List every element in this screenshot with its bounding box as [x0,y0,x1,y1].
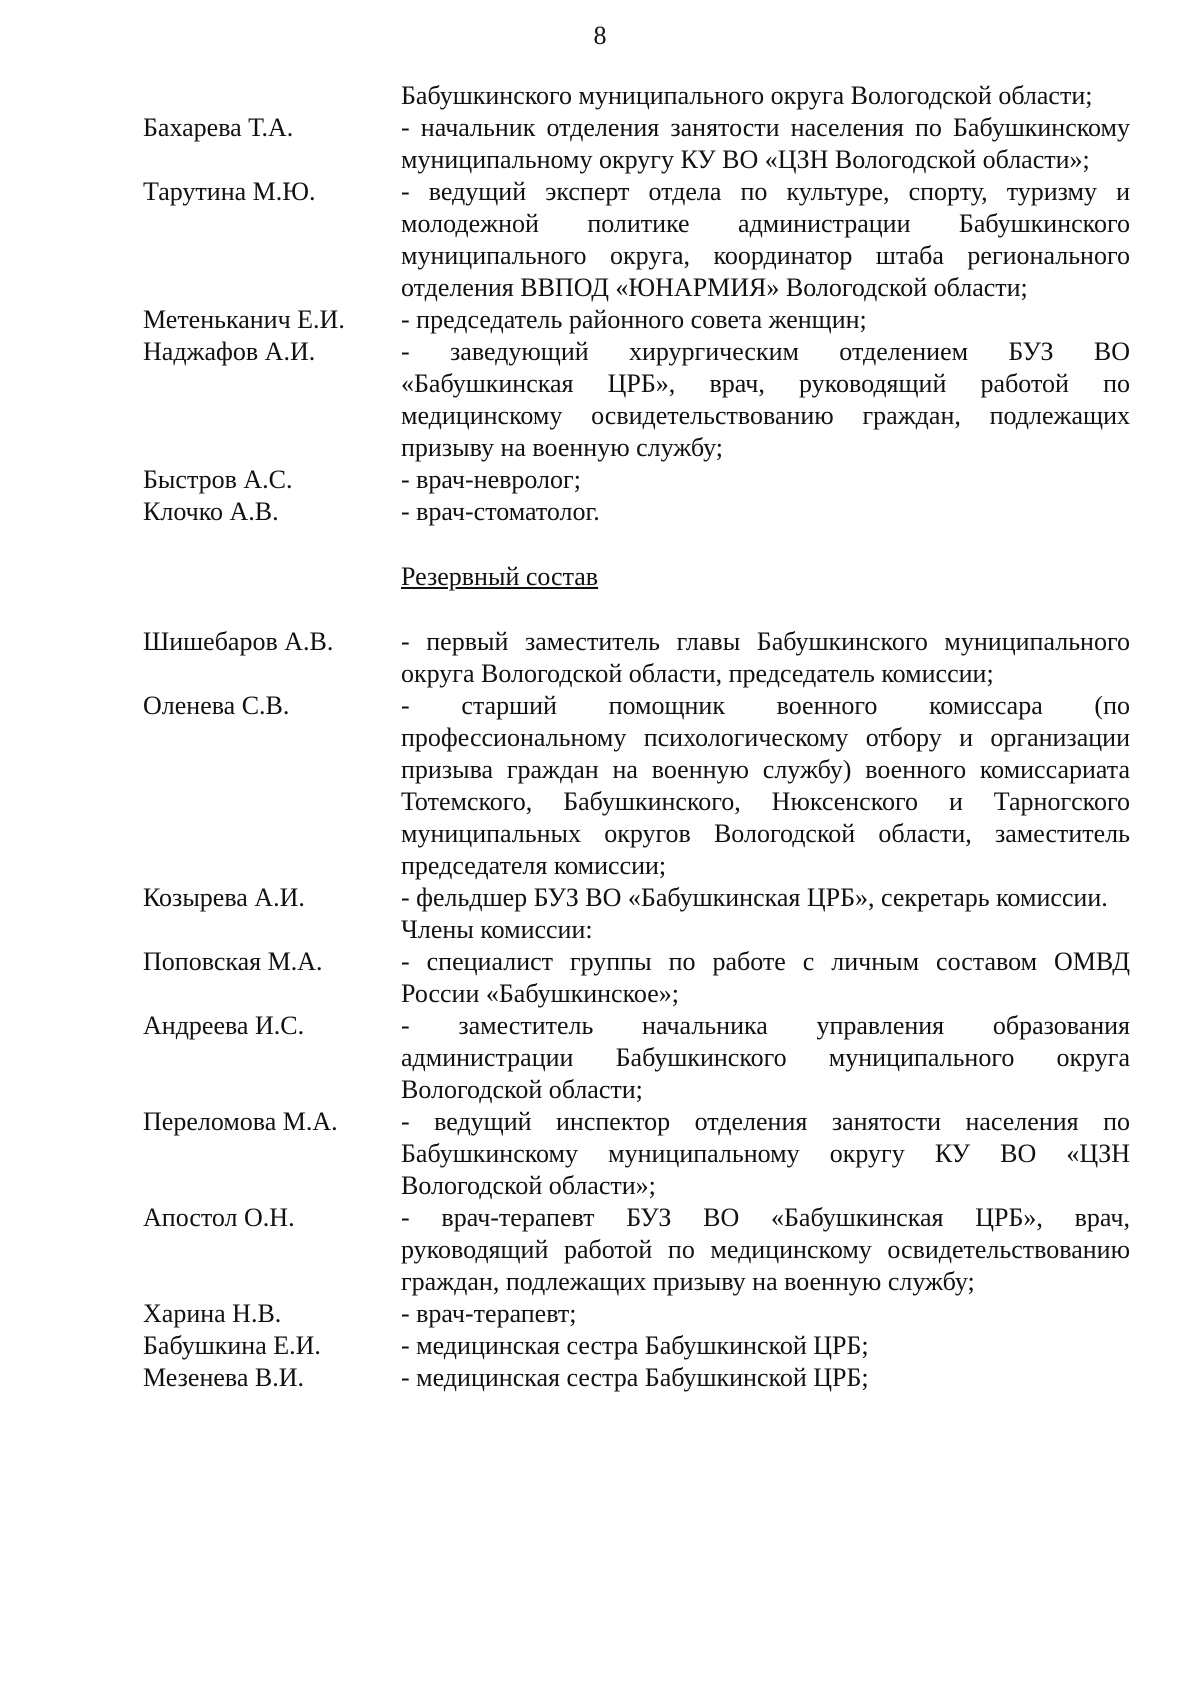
member-row [143,304,1130,336]
reserve-members-list [143,946,1130,1394]
member-role: - медицинская сестра Бабушкинской ЦРБ; [401,1363,869,1392]
member-role: - заместитель начальника управления образования администрации Бабушкинского муниципального округа Вологодской области; [401,1011,1130,1104]
member-row [143,1362,1130,1394]
member-name: Оленева С.В. [143,691,290,720]
member-name: Тарутина М.Ю. [143,177,316,206]
member-name: Метеньканич Е.И. [143,305,345,334]
member-row [143,1010,1130,1106]
member-role: - заведующий хирургическим отделением БУЗ ВО «Бабушкинская ЦРБ», врач, руководящий работой по медицинскому освидетельствованию граждан, подлежащих призыву на военную службу; [401,337,1130,462]
document-body [143,80,1130,1394]
member-role: - старший помощник военного комиссара (по профессиональному психологическому отбору и организации призыва граждан на военную службу) военного комиссариата Тотемского, Бабушкинского, Нюксенского и Тарногского муниципальных округов Вологодской области, заместитель председателя комиссии; [401,691,1130,880]
member-row [143,1202,1130,1298]
member-row [143,464,1130,496]
member-name: Козырева А.И. [143,883,305,912]
member-role: - врач-невролог; [401,465,581,494]
member-name: Клочко А.В. [143,497,279,526]
member-row [143,176,1130,304]
member-row [143,690,1130,882]
page-number: 8 [593,21,607,50]
member-row [143,626,1130,690]
member-name: Харина Н.В. [143,1299,282,1328]
member-name: Апостол О.Н. [143,1203,295,1232]
main-members-list [143,112,1130,528]
member-name: Быстров А.С. [143,465,293,494]
member-role: - фельдшер БУЗ ВО «Бабушкинская ЦРБ», секретарь комиссии. [401,883,1108,912]
member-row [143,1330,1130,1362]
member-row [143,336,1130,464]
member-name: Переломова М.А. [143,1107,338,1136]
member-row [143,1298,1130,1330]
member-name: Мезенева В.И. [143,1363,304,1392]
member-row [143,1106,1130,1202]
member-name: Бабушкина Е.И. [143,1331,321,1360]
member-role: - медицинская сестра Бабушкинской ЦРБ; [401,1331,869,1360]
member-name: Шишебаров А.В. [143,627,334,656]
member-name: Наджафов А.И. [143,337,316,366]
member-row [143,882,1130,914]
member-role: - первый заместитель главы Бабушкинского муниципального округа Вологодской области, председатель комиссии; [401,627,1130,688]
member-role: - врач-терапевт; [401,1299,577,1328]
member-role: - врач-терапевт БУЗ ВО «Бабушкинская ЦРБ», врач, руководящий работой по медицинскому освидетельствованию граждан, подлежащих призыву на военную службу; [401,1203,1130,1296]
member-name: Бахарева Т.А. [143,113,294,142]
member-role: - врач-стоматолог. [401,497,600,526]
member-role: - председатель районного совета женщин; [401,305,867,334]
members-label: Члены комиссии: [401,915,593,944]
member-row [143,946,1130,1010]
section-title-reserve: Резервный состав [401,562,599,591]
member-role: - ведущий инспектор отделения занятости населения по Бабушкинскому муниципальному округу КУ ВО «ЦЗН Вологодской области»; [401,1107,1130,1200]
member-role: - начальник отделения занятости населения по Бабушкинскому муниципальному округу КУ ВО «ЦЗН Вологодской области»; [401,113,1130,174]
reserve-leaders-list [143,626,1130,914]
member-row [143,112,1130,176]
member-name: Андреева И.С. [143,1011,305,1040]
member-row [143,496,1130,528]
member-role: - специалист группы по работе с личным составом ОМВД России «Бабушкинское»; [401,947,1130,1008]
member-name: Поповская М.А. [143,947,323,976]
member-role: - ведущий эксперт отдела по культуре, спорту, туризму и молодежной политике администрации Бабушкинского муниципального округа, координатор штаба регионального отделения ВВПОД «ЮНАРМИЯ» Вологодской области; [401,177,1130,302]
continuation-text: Бабушкинского муниципального округа Вологодской области; [401,81,1093,110]
